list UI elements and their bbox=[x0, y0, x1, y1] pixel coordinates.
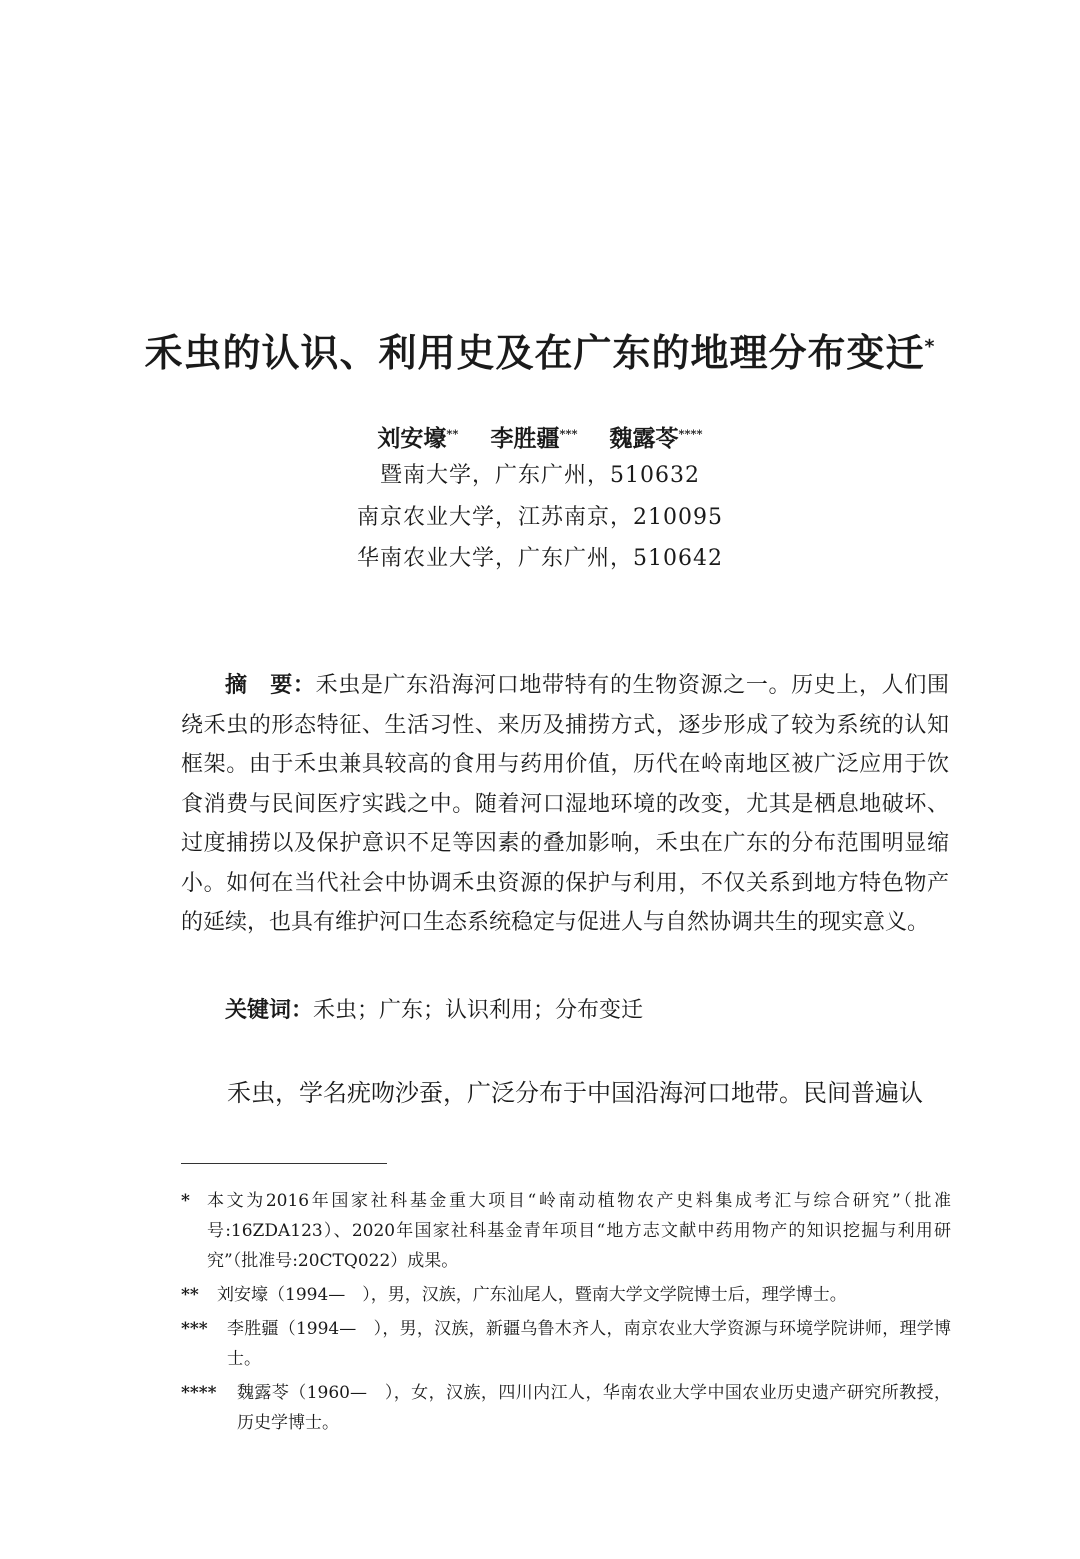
footnote-mark: ** bbox=[181, 1285, 199, 1305]
footnote-text: 李胜疆（1994— ），男，汉族，新疆乌鲁木齐人，南京农业大学资源与环境学院讲师，理学博士。 bbox=[227, 1319, 951, 1369]
title-text: 禾虫的认识、利用史及在广东的地理分布变迁 bbox=[144, 331, 925, 375]
affiliation-3: 华南农业大学，广东广州，510642 bbox=[357, 546, 723, 571]
footnote-divider bbox=[181, 1163, 387, 1164]
footnote-mark: * bbox=[181, 1191, 190, 1211]
author-line bbox=[0, 420, 1080, 453]
keywords-label: 关键词： bbox=[225, 998, 314, 1023]
abstract-label: 摘 要： bbox=[225, 672, 316, 698]
author-name: 李胜疆 bbox=[490, 425, 560, 452]
footnote-text: 魏露苓（1960— ），女，汉族，四川内江人，华南农业大学中国农业历史遗产研究所教授，历史学博士。 bbox=[237, 1383, 951, 1433]
footnote-1 bbox=[181, 1186, 951, 1276]
abstract-text: 禾虫是广东沿海河口地带特有的生物资源之一。历史上，人们围绕禾虫的形态特征、生活习性、来历及捕捞方式，逐步形成了较为系统的认知框架。由于禾虫兼具较高的食用与药用价值，历代在岭南地区被广泛应用于饮食消费与民间医疗实践之中。随着河口湿地环境的改变，尤其是栖息地破坏、过度捕捞以及保护意识不足等因素的叠加影响，禾虫在广东的分布范围明显缩小。如何在当代社会中协调禾虫资源的保护与利用，不仅关系到地方特色物产的延续，也具有维护河口生态系统稳定与促进人与自然协调共生的现实意义。 bbox=[181, 673, 949, 935]
body-paragraph: 禾虫，学名疣吻沙蚕，广泛分布于中国沿海河口地带。民间普遍认 bbox=[227, 1079, 923, 1107]
author-name: 刘安壕 bbox=[377, 425, 447, 452]
author-mark: **** bbox=[678, 426, 703, 441]
footnotes bbox=[181, 1186, 951, 1442]
keywords bbox=[225, 993, 949, 1029]
footnote-text: 刘安壕（1994— ），男，汉族，广东汕尾人，暨南大学文学院博士后，理学博士。 bbox=[217, 1285, 847, 1305]
author-3 bbox=[610, 425, 703, 452]
footnote-4 bbox=[181, 1378, 951, 1438]
author-mark: *** bbox=[559, 426, 578, 441]
author-mark: ** bbox=[446, 426, 459, 441]
affiliation-1: 暨南大学，广东广州，510632 bbox=[380, 463, 700, 488]
author-1 bbox=[377, 425, 458, 452]
affiliation-2: 南京农业大学，江苏南京，210095 bbox=[357, 505, 723, 530]
author-2 bbox=[490, 425, 577, 452]
title-footnote-mark: * bbox=[924, 335, 936, 358]
footnote-mark: *** bbox=[181, 1319, 208, 1339]
footnote-3 bbox=[181, 1314, 951, 1374]
paper-title bbox=[0, 322, 1080, 377]
footnote-mark: **** bbox=[181, 1383, 217, 1403]
footnote-text: 本文为2016年国家社科基金重大项目“岭南动植物农产史料集成考汇与综合研究”（批准号:16ZDA123）、2020年国家社科基金青年项目“地方志文献中药用物产的知识挖掘与利用研究”（批准号:20CTQ022）成果。 bbox=[207, 1191, 951, 1271]
abstract bbox=[181, 666, 949, 943]
footnote-2 bbox=[181, 1280, 951, 1310]
keywords-text: 禾虫；广东；认识利用；分布变迁 bbox=[313, 998, 644, 1023]
author-name: 魏露苓 bbox=[609, 425, 679, 452]
